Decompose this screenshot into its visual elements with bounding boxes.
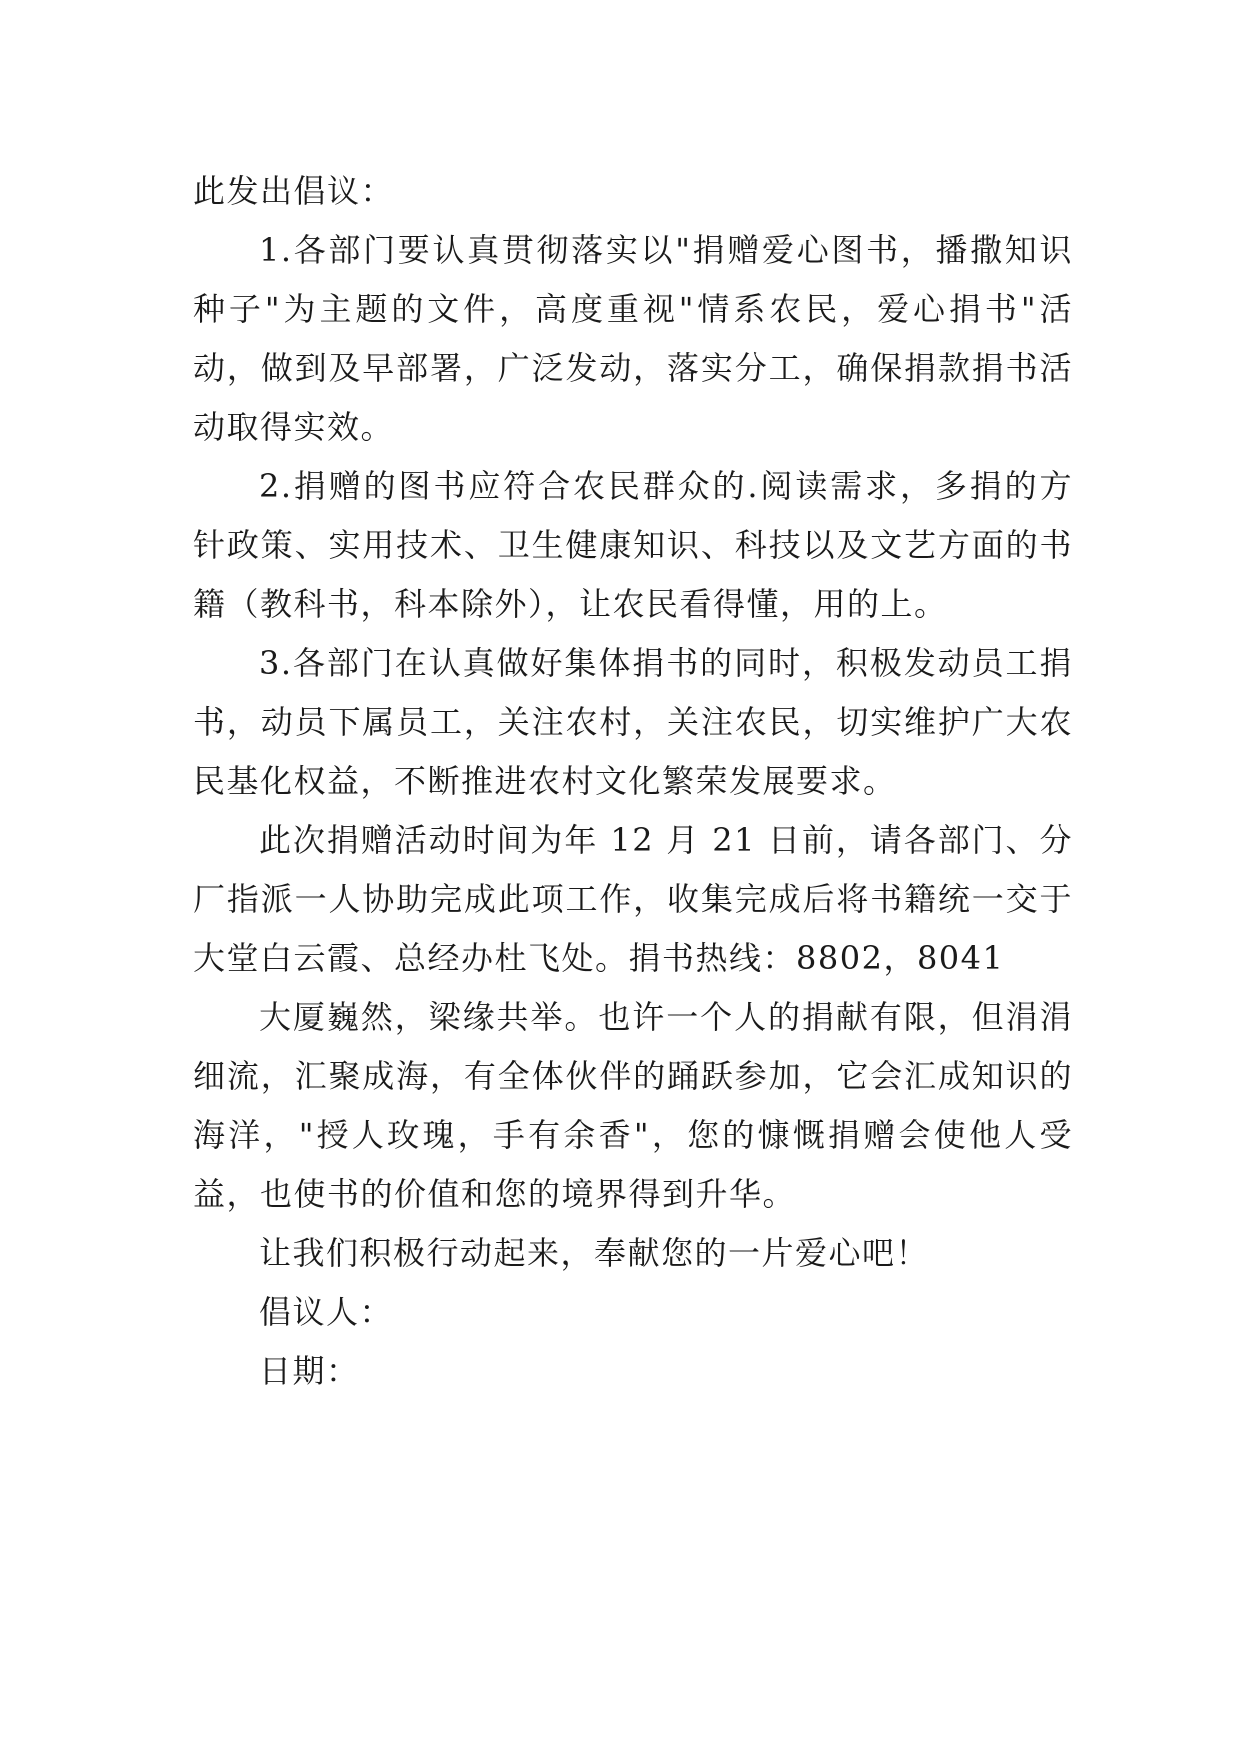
date-label: 日期： bbox=[259, 1352, 360, 1390]
paragraph-item-3: 3.各部门在认真做好集体捐书的同时，积极发动员工捐书，动员下属员工，关注农村，关注农民，切实维护广大农民基化权益，不断推进农村文化繁荣发展要求。 bbox=[193, 644, 1073, 800]
paragraph-intro: 此发出倡议： bbox=[193, 172, 395, 210]
paragraph-item-1: 1.各部门要认真贯彻落实以"捐赠爱心图书，播撒知识种子"为主题的文件，高度重视"情系农民，爱心捐书"活动，做到及早部署，广泛发动，落实分工，确保捐款捐书活动取得实效。 bbox=[193, 231, 1073, 446]
paragraph-appeal: 大厦巍然，梁缘共举。也许一个人的捐献有限，但涓涓细流，汇聚成海，有全体伙伴的踊跃参加，它会汇成知识的海洋，"授人玫瑰，手有余香"，您的慷慨捐赠会使他人受益，也使书的价值和您的境界得到升华。 bbox=[193, 998, 1073, 1213]
paragraph-call-to-action: 让我们积极行动起来，奉献您的一片爱心吧！ bbox=[259, 1234, 930, 1272]
paragraph-item-2: 2.捐赠的图书应符合农民群众的.阅读需求，多捐的方针政策、实用技术、卫生健康知识、科技以及文艺方面的书籍（教科书，科本除外），让农民看得懂，用的上。 bbox=[193, 467, 1073, 623]
paragraph-schedule: 此次捐赠活动时间为年 12 月 21 日前，请各部门、分厂指派一人协助完成此项工作，收集完成后将书籍统一交于大堂白云霞、总经办杜飞处。捐书热线：8802，8041 bbox=[193, 821, 1073, 977]
document-body bbox=[193, 162, 1073, 1401]
proposer-label: 倡议人： bbox=[259, 1293, 394, 1331]
